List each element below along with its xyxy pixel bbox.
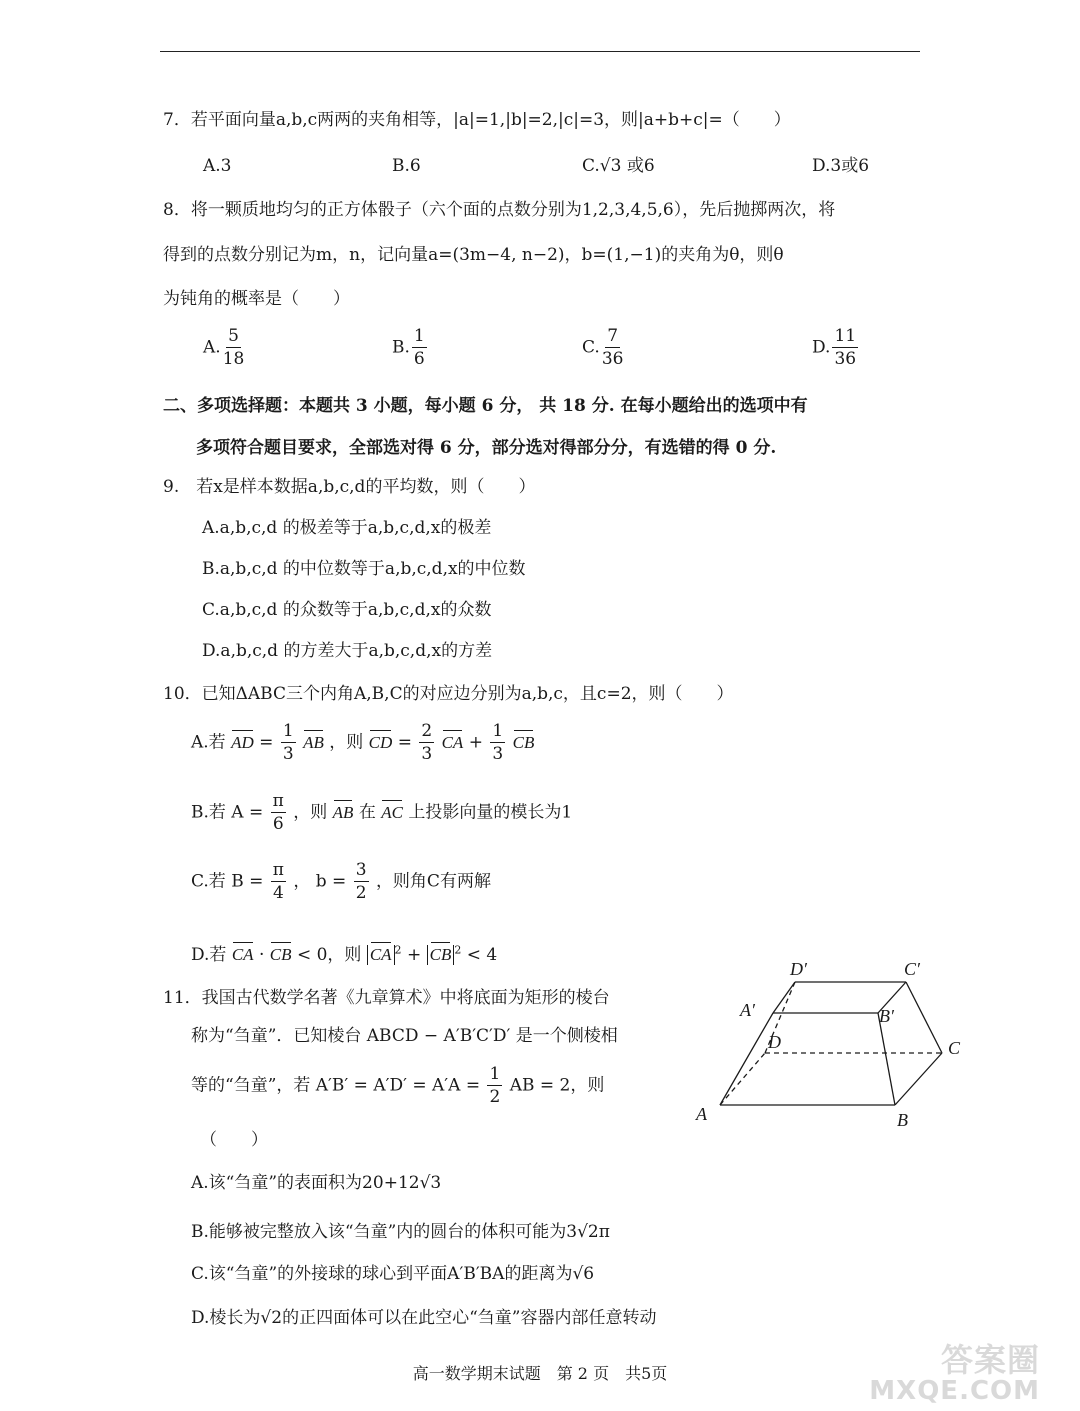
fraction: $\frac{1}{6}$ xyxy=(413,326,425,369)
q11-line3: 等的“刍童”，若 A′B′ = A′D′ = A′A = $\frac{1}{2}$ AB = 2，则 xyxy=(191,1064,605,1107)
vector-ad: AD xyxy=(231,732,254,752)
label-c: C xyxy=(948,1038,961,1058)
q7-option-b: B.6 xyxy=(392,156,421,176)
q8-line1: 8．将一颗质地均匀的正方体骰子（六个面的点数分别为1,2,3,4,5,6），先后抛掷两次，将 xyxy=(163,200,836,220)
q9-stem: 9. 若x是样本数据a,b,c,d的平均数，则（ ） xyxy=(163,477,536,497)
vector-ca: CA xyxy=(231,945,254,964)
fraction: $\frac{11}{36}$ xyxy=(834,326,857,369)
q9-option-b: B.a,b,c,d 的中位数等于a,b,c,d,x的中位数 xyxy=(202,559,526,579)
edge-aa1 xyxy=(720,1013,773,1105)
vector-ab: AB xyxy=(303,732,324,752)
q8-line2: 得到的点数分别记为m，n，记向量a=(3m−4, n−2)，b=(1,−1)的夹角为θ，则θ xyxy=(163,245,784,265)
q11-line1: 11．我国古代数学名著《九章算术》中将底面为矩形的棱台 xyxy=(163,988,610,1008)
label-b-prime: B′ xyxy=(879,1006,894,1026)
q10-option-b: B.若 A = $\frac{\pi}{6}$ ，则 AB 在 AC 上投影向量的模长为1 xyxy=(191,791,573,834)
fraction: $\frac{5}{18}$ xyxy=(222,326,245,369)
vector-cd: CD xyxy=(368,732,393,752)
page-footer: 高一数学期末试题 第 2 页 共5页 xyxy=(412,1364,668,1383)
edge-cc1 xyxy=(906,982,942,1053)
edge-bc xyxy=(895,1053,942,1105)
q7-option-a: A.3 xyxy=(203,156,232,176)
q11-line4: （ ） xyxy=(200,1130,268,1150)
q8-option-c: C. $\frac{7}{36}$ xyxy=(582,326,624,369)
fraction: $\frac{2}{3}$ xyxy=(421,721,433,764)
vector-ca: CA xyxy=(441,732,464,752)
q10-stem: 10．已知ΔABC三个内角A,B,C的对应边分别为a,b,c，且c=2，则（ ） xyxy=(163,684,734,704)
section2-heading-line2: 多项符合题目要求，全部选对得 6 分，部分选对得部分分，有选错的得 0 分. xyxy=(196,438,777,458)
q9-option-a: A.a,b,c,d 的极差等于a,b,c,d,x的极差 xyxy=(202,518,492,538)
q7-option-d: D.3或6 xyxy=(812,156,870,176)
fraction: $\frac{1}{2}$ xyxy=(489,1064,501,1107)
label-c-prime: C′ xyxy=(904,959,920,979)
label-a: A xyxy=(696,1104,707,1124)
watermark: 答案圈 MXQE.COM xyxy=(869,1341,1040,1406)
label-d-prime: D′ xyxy=(790,959,807,979)
label-d: D xyxy=(768,1032,781,1052)
vector-cb: CB xyxy=(512,732,535,752)
q8-option-b: B. $\frac{1}{6}$ xyxy=(392,326,425,369)
q11-option-c: C.该“刍童”的外接球的球心到平面A′B′BA的距离为√6 xyxy=(191,1264,595,1284)
q9-option-c: C.a,b,c,d 的众数等于a,b,c,d,x的众数 xyxy=(202,600,492,620)
vector-ab: AB xyxy=(332,802,354,822)
q9-option-d: D.a,b,c,d 的方差大于a,b,c,d,x的方差 xyxy=(202,641,493,661)
frustum-figure xyxy=(680,950,1000,1140)
edge-ad xyxy=(720,1053,765,1105)
vector-cb: CB xyxy=(269,945,292,964)
vector-ac: AC xyxy=(381,802,403,822)
q7-option-c: C.√3 或6 xyxy=(582,156,655,176)
q8-option-a: A. $\frac{5}{18}$ xyxy=(203,326,245,369)
q7-stem: 7．若平面向量a,b,c两两的夹角相等，|a|=1,|b|=2,|c|=3，则|a+b+c|=（ ） xyxy=(163,110,791,130)
q11-line2: 称为“刍童”．已知棱台 ABCD − A′B′C′D′ 是一个侧棱相 xyxy=(191,1026,618,1046)
fraction: $\frac{7}{36}$ xyxy=(601,326,624,369)
fraction: $\frac{1}{3}$ xyxy=(492,721,504,764)
q11-option-b: B.能够被完整放入该“刍童”内的圆台的体积可能为3√2π xyxy=(191,1222,610,1242)
section2-heading-line1: 二、多项选择题：本题共 3 小题，每小题 6 分， 共 18 分. 在每小题给出的选项中有 xyxy=(163,396,808,416)
fraction: $\frac{\pi}{6}$ xyxy=(272,791,284,834)
q10-option-d: D.若 CA · CB < 0，则 CA $^2$ + CB $^2$ < 4 xyxy=(191,943,498,965)
fraction: $\frac{1}{3}$ xyxy=(282,721,294,764)
q10-option-a: A.若 AD = $\frac{1}{3}$ AB ，则 CD = $\frac{2}{3}$ CA + $\frac{1}{3}$ CB xyxy=(191,721,535,764)
abs-bars: CA xyxy=(367,945,395,965)
label-b: B xyxy=(897,1110,908,1130)
edge-bb1 xyxy=(878,1013,895,1105)
fraction: $\frac{3}{2}$ xyxy=(355,860,367,903)
fraction: $\frac{\pi}{4}$ xyxy=(272,860,284,903)
top-rule xyxy=(160,51,920,52)
q11-option-a: A.该“刍童”的表面积为20+12√3 xyxy=(191,1173,442,1193)
q10-option-c: C.若 B = $\frac{\pi}{4}$ ， b = $\frac{3}{2}$ ，则角C有两解 xyxy=(191,860,491,903)
q8-option-d: D. $\frac{11}{36}$ xyxy=(812,326,857,369)
abs-bars: CB xyxy=(427,945,455,965)
q8-line3: 为钝角的概率是（ ） xyxy=(163,289,350,309)
q11-option-d: D.棱长为√2的正四面体可以在此空心“刍童”容器内部任意转动 xyxy=(191,1308,657,1328)
label-a-prime: A′ xyxy=(740,1000,755,1020)
